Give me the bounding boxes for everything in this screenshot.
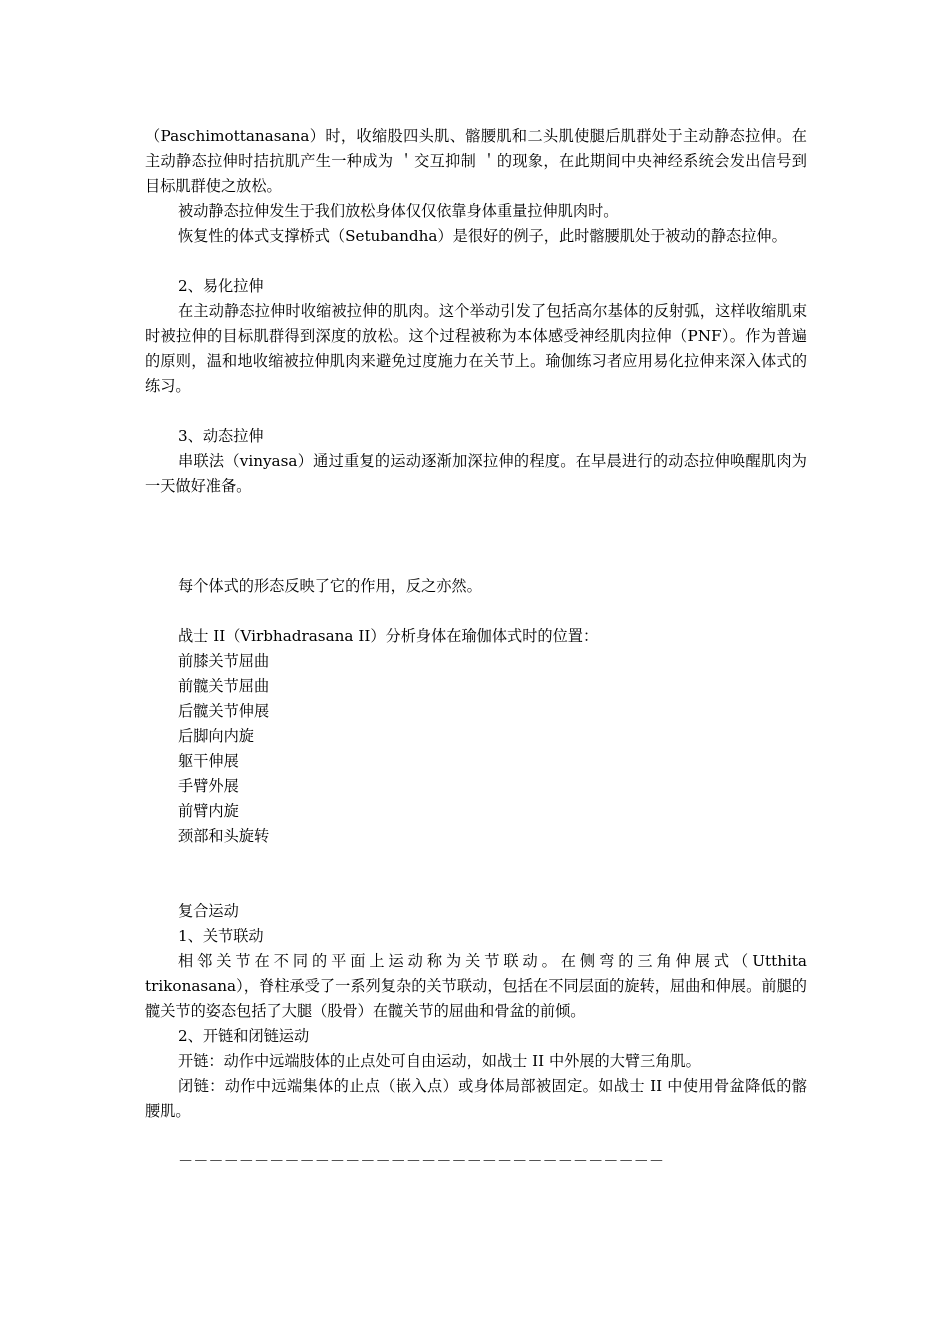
warrior-intro: 战士 II（Virbhadrasana II）分析身体在瑜伽体式时的位置：: [178, 627, 599, 645]
compound-motion-heading: 复合运动: [178, 902, 239, 920]
closed-chain-paragraph: 闭链：动作中远端集体的止点（嵌入点）或身体局部被固定。如战士 II 中使用骨盆降低的髂腰肌。: [145, 1077, 807, 1120]
spacer: [145, 549, 807, 574]
spacer: [145, 599, 807, 624]
spacer: [145, 849, 807, 899]
dynamic-stretch-heading: 3、动态拉伸: [178, 427, 264, 445]
list-item: 手臂外展: [178, 777, 239, 795]
facilitated-stretch-paragraph: 在主动静态拉伸时收缩被拉伸的肌肉。这个举动引发了包括高尔基体的反射弧，这样收缩肌束时被拉伸的目标肌群得到深度的放松。这个过程被称为本体感受神经肌肉拉伸（PNF）。作为普遍的原则，温和地收缩被拉伸肌肉来避免过度施力在关节上。瑜伽练习者应用易化拉伸来深入体式的练习。: [145, 302, 807, 395]
list-item: 前臂内旋: [178, 802, 239, 820]
static-stretch-paragraph: （Paschimottanasana）时，收缩股四头肌、髂腰肌和二头肌使腿后肌群处于主动静态拉伸。在主动静态拉伸时拮抗肌产生一种成为 ＇交互抑制 ＇的现象，在此期间中央神经系统会发出信号到目标肌群使之放松。: [145, 127, 807, 195]
open-chain-paragraph: 开链：动作中远端肢体的止点处可自由运动，如战士 II 中外展的大臂三角肌。: [178, 1052, 701, 1070]
list-item: 后髋关节伸展: [178, 702, 270, 720]
joint-linkage-paragraph: 相邻关节在不同的平面上运动称为关节联动。在侧弯的三角伸展式（Utthita trikonasana），脊柱承受了一系列复杂的关节联动，包括在不同层面的旋转，屈曲和伸展。前腿的髋关节的姿态包括了大腿（股骨）在髋关节的屈曲和骨盆的前倾。: [145, 952, 807, 1020]
list-item: 前髋关节屈曲: [178, 677, 270, 695]
spacer: [145, 1124, 807, 1149]
dynamic-stretch-paragraph: 串联法（vinyasa）通过重复的运动逐渐加深拉伸的程度。在早晨进行的动态拉伸唤醒肌肉为一天做好准备。: [145, 452, 807, 495]
joint-linkage-heading: 1、关节联动: [178, 927, 264, 945]
list-item: 躯干伸展: [178, 752, 239, 770]
list-item: 前膝关节屈曲: [178, 652, 270, 670]
list-item: 颈部和头旋转: [178, 827, 270, 845]
spacer: [145, 249, 807, 274]
spacer: [145, 499, 807, 549]
passive-static-paragraph: 被动静态拉伸发生于我们放松身体仅仅依靠身体重量拉伸肌肉时。: [178, 202, 619, 220]
warrior-position-list: [145, 649, 807, 849]
restorative-bridge-paragraph: 恢复性的体式支撑桥式（Setubandha）是很好的例子，此时髂腰肌处于被动的静态拉伸。: [178, 227, 787, 245]
divider-line: －－－－－－－－－－－－－－－－－－－－－－－－－－－－－－－－: [178, 1152, 664, 1170]
document-page: [145, 124, 807, 1174]
spacer: [145, 399, 807, 424]
form-function-statement: 每个体式的形态反映了它的作用，反之亦然。: [178, 577, 482, 595]
facilitated-stretch-heading: 2、易化拉伸: [178, 277, 264, 295]
list-item: 后脚向内旋: [178, 727, 254, 745]
chain-motion-heading: 2、开链和闭链运动: [178, 1027, 310, 1045]
